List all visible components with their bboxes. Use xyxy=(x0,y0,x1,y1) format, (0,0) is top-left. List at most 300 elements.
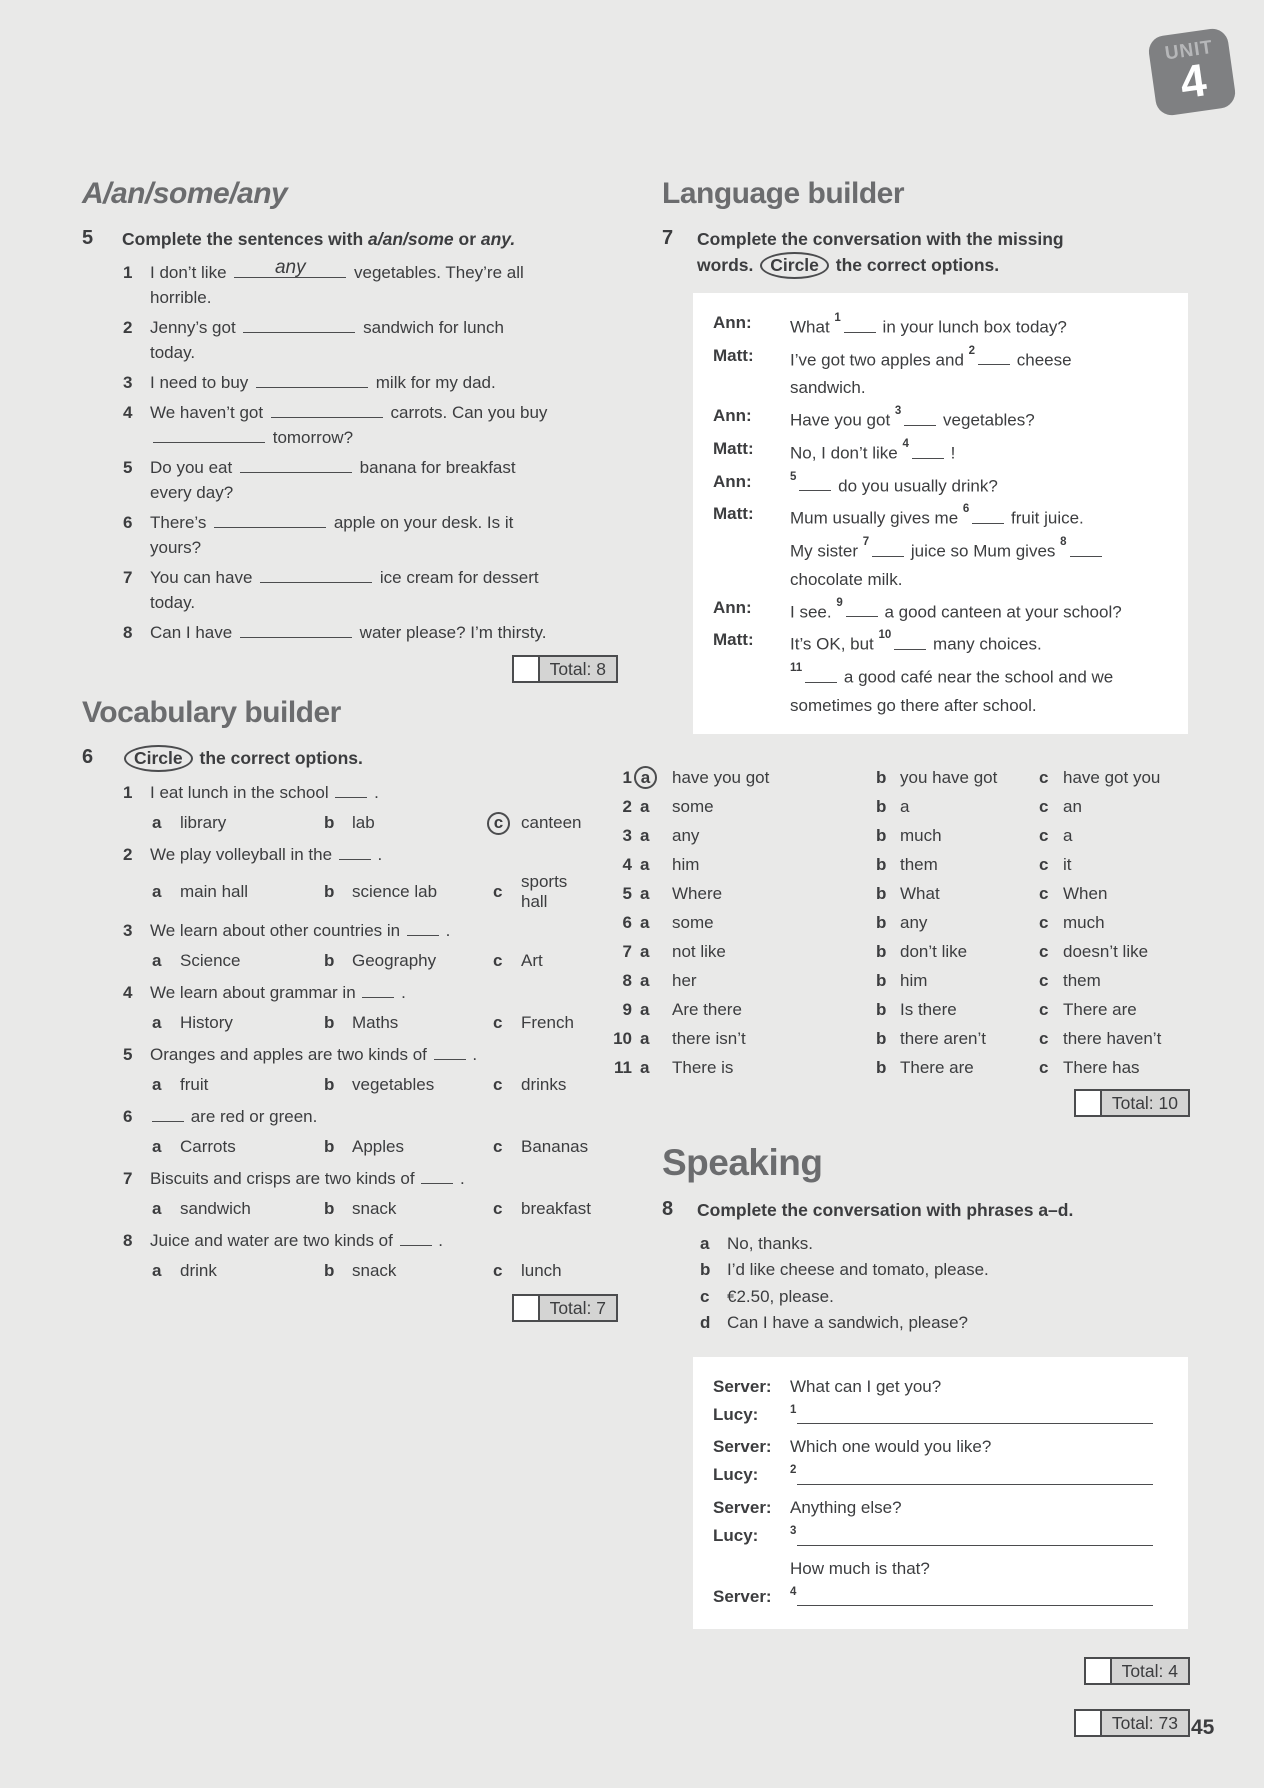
speaker-label: Ann: xyxy=(713,471,752,491)
option-letter: a xyxy=(640,1028,650,1048)
option-letter: c xyxy=(493,882,503,901)
text: . xyxy=(455,1169,465,1188)
dialogue-text xyxy=(790,659,1150,720)
option-letter: c xyxy=(1039,970,1049,990)
text: We haven’t got xyxy=(150,403,268,422)
answer-blank xyxy=(271,402,383,418)
answer-blank xyxy=(846,602,878,617)
exercise-item xyxy=(75,620,580,645)
option-letter: a xyxy=(640,1057,650,1077)
answer-blank xyxy=(153,427,265,443)
text: My sister xyxy=(790,541,863,561)
phrase-text: I’d like cheese and tomato, please. xyxy=(727,1260,989,1280)
option-text: Science xyxy=(180,951,241,970)
option-text: When xyxy=(1063,883,1108,903)
option-text: some xyxy=(672,912,714,932)
item-number: 7 xyxy=(123,568,133,587)
item-question xyxy=(150,1042,552,1067)
option-text: There is xyxy=(672,1057,734,1077)
exercise-7 xyxy=(598,226,1190,1117)
text: I need to buy xyxy=(150,373,254,392)
blank-number: 5 xyxy=(790,470,797,483)
option-letter: b xyxy=(876,999,887,1019)
answer-blank xyxy=(152,1107,184,1122)
circled-word: Circle xyxy=(124,745,193,772)
option-text: him xyxy=(900,970,928,990)
total-row xyxy=(598,1657,1190,1685)
score-entry-square xyxy=(1074,1709,1102,1737)
option-row-number: 9 xyxy=(622,999,632,1019)
option-row-number: 1 xyxy=(622,767,632,787)
text: Complete the conversation with phrases a–d. xyxy=(697,1199,1074,1220)
speaker-label: Server: xyxy=(713,1437,772,1457)
option-letter: c xyxy=(493,1261,503,1280)
option-text: sports hall xyxy=(521,872,568,911)
item-sentence xyxy=(150,315,552,365)
dialogue-row xyxy=(713,659,1168,720)
exercise-item xyxy=(75,315,580,365)
answer-line xyxy=(797,1409,1153,1424)
options-row xyxy=(152,1196,591,1222)
option-letter: a xyxy=(640,941,650,961)
option-letter: a xyxy=(152,882,162,901)
option-text: an xyxy=(1063,796,1082,816)
option-text: snack xyxy=(352,1199,397,1218)
dialogue-text xyxy=(790,1522,1162,1555)
text: sandwich for lunch today. xyxy=(150,318,504,362)
exercise-5-header xyxy=(75,226,580,252)
score-entry-square xyxy=(1084,1657,1112,1685)
option-letter: a xyxy=(640,825,650,845)
option-text: drinks xyxy=(521,1075,567,1094)
exercise-item xyxy=(75,918,580,943)
option-text: not like xyxy=(672,941,726,961)
grammar-section-heading: A/an/some/any xyxy=(82,177,288,210)
page-number: 45 xyxy=(1191,1716,1215,1739)
speaker-label: Server: xyxy=(713,1376,772,1396)
exercise-8-header xyxy=(598,1197,1190,1223)
exercise-item xyxy=(75,400,580,450)
conversation-box xyxy=(693,293,1188,734)
item-number: 6 xyxy=(123,1107,133,1126)
option-letter: c xyxy=(1039,767,1049,787)
option-letter: b xyxy=(324,1013,335,1032)
speaker-label: Matt: xyxy=(713,438,754,458)
option-text: French xyxy=(521,1013,574,1032)
blank-number: 11 xyxy=(790,661,803,674)
total-label: Total: 7 xyxy=(538,1294,618,1322)
option-text: Carrots xyxy=(180,1137,236,1156)
speaker-label: Lucy: xyxy=(713,1404,759,1424)
option-row-number: 11 xyxy=(614,1057,632,1077)
exercise-6-header xyxy=(75,745,580,772)
option-letter: b xyxy=(876,883,887,903)
text: I’ve got two apples and xyxy=(790,350,969,370)
item-question xyxy=(150,1166,552,1191)
answer-blank xyxy=(912,444,944,459)
answer-blank xyxy=(972,509,1004,524)
phrase-letter: a xyxy=(700,1233,710,1253)
score-box xyxy=(1074,1089,1190,1117)
option-letter: c xyxy=(1039,883,1049,903)
answer-line xyxy=(797,1470,1153,1485)
speaking-section-heading: Speaking xyxy=(662,1141,823,1183)
option-text: main hall xyxy=(180,882,249,901)
dialogue-text xyxy=(790,500,1150,533)
option-letter: a xyxy=(152,1261,162,1280)
exercise-5-items xyxy=(75,257,580,645)
text: carrots. Can you buy xyxy=(385,403,548,422)
exercise-item xyxy=(75,257,580,310)
option-letter: b xyxy=(876,912,887,932)
item-sentence xyxy=(150,510,552,560)
answer-blank xyxy=(243,317,355,333)
blank-number: 10 xyxy=(878,629,892,642)
dialogue-text xyxy=(790,468,1150,501)
blank-number: 1 xyxy=(790,1403,797,1416)
total-label: Total: 10 xyxy=(1100,1089,1190,1117)
exercise-7-options xyxy=(598,766,1190,1079)
unit-number: 4 xyxy=(1176,53,1210,109)
text: . xyxy=(396,983,406,1002)
text: How much is that? xyxy=(790,1558,930,1578)
text: We learn about grammar in xyxy=(150,983,361,1002)
blank-number: 8 xyxy=(1060,535,1067,548)
dialogue-row xyxy=(713,500,1168,533)
item-number: 7 xyxy=(123,1169,133,1188)
dialogue-text xyxy=(790,1583,1162,1616)
dialogue-text xyxy=(790,1401,1162,1434)
speaker-label: Ann: xyxy=(713,313,752,332)
answer-blank xyxy=(1070,542,1102,557)
option-text: any xyxy=(672,825,700,845)
item-number: 4 xyxy=(123,983,133,1002)
option-letter: a xyxy=(640,912,650,932)
item-number: 1 xyxy=(123,783,133,802)
phrase-letter: d xyxy=(700,1313,711,1333)
options-row xyxy=(152,810,580,836)
option-letter: b xyxy=(324,951,335,970)
answer-blank xyxy=(240,457,352,473)
answer-blank xyxy=(904,411,936,426)
option-text: there haven’t xyxy=(1063,1028,1162,1048)
dialogue-row xyxy=(713,1433,1168,1461)
speaker-label xyxy=(713,533,790,594)
exercise-item xyxy=(75,980,580,1005)
option-text: Is there xyxy=(900,999,957,1019)
dialogue-row xyxy=(713,1522,1168,1555)
option-text: There are xyxy=(1063,999,1137,1019)
dialogue-text xyxy=(790,1433,1162,1461)
text: I eat lunch in the school xyxy=(150,783,334,802)
exercise-number: 5 xyxy=(82,227,94,249)
item-question xyxy=(150,842,552,867)
text: We play volleyball in the xyxy=(150,845,337,864)
option-letter: b xyxy=(324,1075,335,1094)
option-text: it xyxy=(1063,854,1072,874)
exercise-instruction xyxy=(697,226,1117,279)
option-text: sandwich xyxy=(180,1199,251,1218)
phrase-item xyxy=(598,1257,1190,1284)
dialogue-text xyxy=(790,626,1150,659)
answer-blank xyxy=(872,542,904,557)
text: Complete the sentences with xyxy=(122,229,369,249)
option-letter: c xyxy=(1039,796,1049,816)
option-letter: a xyxy=(152,1199,162,1218)
text: No, I don’t like xyxy=(790,443,903,463)
speaker-label xyxy=(713,659,790,720)
text: . xyxy=(369,783,379,802)
dialogue-text xyxy=(790,309,1150,342)
speaker-label: Server: xyxy=(713,1586,772,1606)
option-row-number: 10 xyxy=(613,1028,632,1048)
dialogue-row xyxy=(713,1401,1168,1434)
option-letter: b xyxy=(876,796,887,816)
option-text: much xyxy=(900,825,942,845)
unit-label: UNIT xyxy=(1163,36,1215,65)
option-text: lunch xyxy=(521,1261,562,1280)
text: . xyxy=(440,921,451,940)
phrase-letter: b xyxy=(700,1260,711,1280)
option-letter: b xyxy=(324,813,335,832)
option-text: have got you xyxy=(1063,767,1161,787)
option-letter: c xyxy=(1039,854,1049,874)
option-letter: a xyxy=(152,813,162,832)
exercise-instruction xyxy=(122,226,530,252)
option-text: much xyxy=(1063,912,1105,932)
option-text: have you got xyxy=(672,767,770,787)
text: vegetables. They’re all horrible. xyxy=(150,263,524,307)
text: Oranges and apples are two kinds of xyxy=(150,1045,432,1064)
speaker-label: Ann: xyxy=(713,406,752,426)
option-text: Bananas xyxy=(521,1137,589,1156)
exercise-instruction xyxy=(122,745,530,772)
dialogue-row xyxy=(713,594,1168,627)
exercise-item xyxy=(75,1228,580,1253)
option-letter: c xyxy=(493,1075,503,1094)
text: are red or green. xyxy=(186,1107,318,1126)
option-letter: b xyxy=(876,825,887,845)
option-letter: b xyxy=(876,1028,887,1048)
answer-blank xyxy=(978,350,1010,365)
bold-italic-text: any. xyxy=(480,229,516,249)
option-letter: b xyxy=(324,882,335,901)
blank-number: 7 xyxy=(862,535,870,548)
options-row xyxy=(152,948,580,974)
text: It’s OK, but xyxy=(790,634,879,654)
item-sentence xyxy=(150,620,552,645)
text: the correct options. xyxy=(830,255,1000,275)
text: many choices. xyxy=(928,634,1042,654)
blank-number: 6 xyxy=(962,503,970,516)
option-text: History xyxy=(180,1013,233,1032)
text: a good canteen at your school? xyxy=(879,602,1122,622)
option-text: breakfast xyxy=(521,1199,591,1218)
text: a good café near the school and we sometimes go there after school. xyxy=(790,667,1114,715)
text: water please? I’m thirsty. xyxy=(354,623,547,642)
dialogue-row xyxy=(713,1555,1168,1583)
option-letter: b xyxy=(876,854,887,874)
option-text: you have got xyxy=(900,767,998,787)
text: in your lunch box today? xyxy=(877,317,1067,337)
text: . xyxy=(372,845,383,864)
circled-option-letter: a xyxy=(634,766,657,789)
option-text: any xyxy=(900,912,928,932)
option-text: Maths xyxy=(352,1013,399,1032)
answer-blank xyxy=(434,1045,466,1060)
dialogue-row xyxy=(713,626,1168,659)
exercise-item xyxy=(75,1166,580,1191)
exercise-item xyxy=(75,1104,580,1129)
option-letter: c xyxy=(493,1137,503,1156)
text: or xyxy=(453,229,481,249)
score-entry-square xyxy=(512,655,540,683)
option-letter: a xyxy=(640,999,650,1019)
blank-number: 2 xyxy=(968,344,976,357)
item-question xyxy=(150,918,552,943)
text: milk for my dad. xyxy=(371,373,496,392)
item-sentence xyxy=(150,370,552,395)
text: I see. xyxy=(790,602,837,622)
text: fruit juice. xyxy=(1006,508,1084,528)
unit-badge xyxy=(1147,27,1237,117)
answer-blank xyxy=(400,1231,432,1246)
option-text: them xyxy=(1063,970,1101,990)
text: . xyxy=(467,1045,478,1064)
text: juice so Mum gives xyxy=(906,541,1061,561)
option-row-number: 8 xyxy=(622,970,632,990)
speaker-label: Matt: xyxy=(713,630,754,650)
item-number: 5 xyxy=(123,458,133,477)
option-text: don’t like xyxy=(900,941,968,961)
dialogue-row xyxy=(713,1461,1168,1494)
text: There’s xyxy=(150,513,212,532)
option-text: library xyxy=(180,813,227,832)
exercise-instruction xyxy=(697,1197,1117,1223)
dialogue-text xyxy=(790,435,1150,468)
text: I don’t like xyxy=(150,263,232,282)
dialogue-row xyxy=(713,342,1168,403)
option-row-number: 2 xyxy=(622,796,632,816)
text: banana for breakfast every day? xyxy=(150,458,516,502)
speaker-label xyxy=(713,1555,790,1583)
phrase-text: No, thanks. xyxy=(727,1233,813,1253)
text: chocolate milk. xyxy=(790,569,903,589)
text: Do you eat xyxy=(150,458,237,477)
handwritten-answer: any xyxy=(274,257,306,278)
language-section-heading: Language builder xyxy=(662,177,905,210)
option-text: him xyxy=(672,854,700,874)
text: ! xyxy=(945,443,956,463)
text: What xyxy=(790,317,835,337)
option-text: snack xyxy=(352,1261,397,1280)
item-question xyxy=(150,1104,552,1129)
text: Mum usually gives me xyxy=(790,508,963,528)
text: You can have xyxy=(150,568,258,587)
text: vegetables? xyxy=(938,410,1035,430)
text: do you usually drink? xyxy=(833,476,998,496)
answer-blank xyxy=(214,512,326,528)
phrase-text: €2.50, please. xyxy=(727,1286,834,1306)
text: Anything else? xyxy=(790,1497,902,1517)
score-entry-square xyxy=(1074,1089,1102,1117)
option-letter: a xyxy=(152,951,162,970)
vocabulary-section-heading: Vocabulary builder xyxy=(82,696,341,729)
text: Which one would you like? xyxy=(790,1437,992,1457)
option-letter: b xyxy=(876,941,887,961)
left-column xyxy=(75,177,606,1336)
exercise-item xyxy=(75,842,580,867)
answer-blank xyxy=(362,983,394,998)
exercise-6 xyxy=(75,745,606,1322)
item-sentence xyxy=(150,257,552,310)
option-letter: b xyxy=(324,1199,335,1218)
option-row-number: 6 xyxy=(622,912,632,932)
exercise-5 xyxy=(75,226,606,683)
dialogue-text xyxy=(790,1494,1162,1522)
options-row xyxy=(152,1134,589,1160)
option-text: Are there xyxy=(672,999,742,1019)
blank-number: 4 xyxy=(902,437,909,450)
option-letter: a xyxy=(640,970,650,990)
dialogue-text xyxy=(790,1461,1162,1494)
option-text: Geography xyxy=(352,951,437,970)
option-letter: a xyxy=(640,854,650,874)
option-letter: b xyxy=(324,1261,335,1280)
item-number: 3 xyxy=(123,921,133,940)
speaker-label: Lucy: xyxy=(713,1465,759,1485)
speaker-label: Matt: xyxy=(713,504,754,524)
answer-blank xyxy=(799,476,831,491)
option-letter: c xyxy=(1039,825,1049,845)
text: What can I get you? xyxy=(790,1376,942,1396)
option-letter: c xyxy=(1039,941,1049,961)
text: ice cream for dessert today. xyxy=(150,568,539,612)
text: We learn about other countries in xyxy=(150,921,405,940)
text: apple on your desk. Is it yours? xyxy=(150,513,514,557)
answer-blank xyxy=(339,845,371,860)
item-number: 3 xyxy=(123,373,133,392)
blank-number: 9 xyxy=(836,596,843,609)
dialogue-row xyxy=(713,1373,1168,1401)
dialogue-text xyxy=(790,594,1150,627)
option-letter: c xyxy=(1039,1057,1049,1077)
exercise-number: 6 xyxy=(82,746,94,768)
exercise-item xyxy=(75,370,580,395)
answer-blank xyxy=(894,635,926,650)
total-row xyxy=(598,1089,1190,1117)
phrase-item xyxy=(598,1284,1190,1311)
option-text: vegetables xyxy=(352,1075,435,1094)
exercise-number: 7 xyxy=(662,227,674,249)
option-row-number: 7 xyxy=(622,941,632,961)
text: . xyxy=(433,1231,444,1250)
option-letter: c xyxy=(493,1013,503,1032)
circled-word: Circle xyxy=(760,252,829,279)
option-text: Art xyxy=(521,951,543,970)
option-letter: a xyxy=(152,1137,162,1156)
text: Complete the conversation with the missing words. xyxy=(697,229,1064,275)
bold-italic-text: a/an/some xyxy=(368,229,454,249)
blank-number: 1 xyxy=(834,312,841,324)
answer-blank xyxy=(335,783,367,798)
phrase-item xyxy=(598,1310,1190,1337)
item-number: 1 xyxy=(123,263,133,282)
option-letter: c xyxy=(1039,912,1049,932)
dialogue-text xyxy=(790,533,1150,594)
exercise-item xyxy=(75,455,580,505)
option-text: lab xyxy=(352,813,375,832)
